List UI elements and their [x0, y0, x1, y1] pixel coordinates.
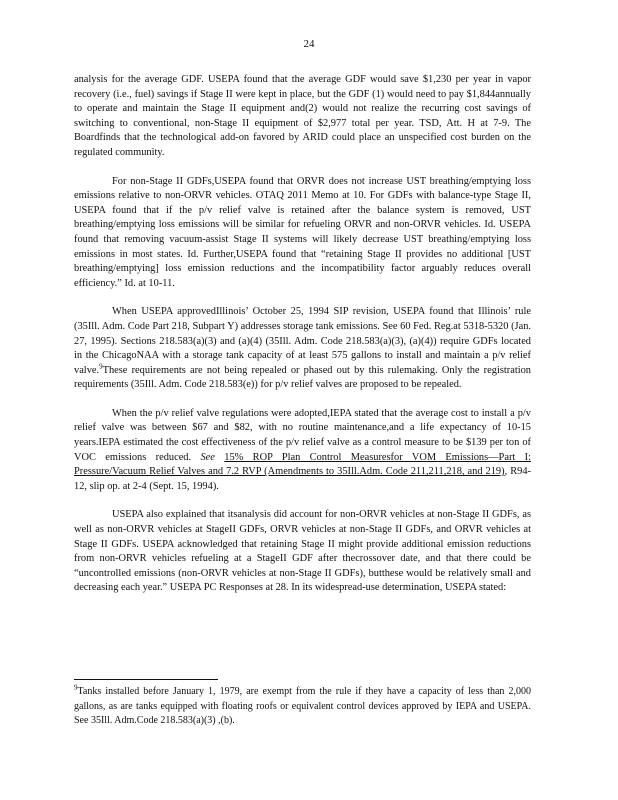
paragraph-stage-ii-costs: analysis for the average GDF. USEPA found that the average GDF would save $1,230 per year in vapor recovery (i.e., fuel) savings if Stage II were kept in place, but the GDF (1) would need to pay $1,844annually to operate and maintain the Stage II equipment and(2) would not realize the recurring cost savings of switching to conventional, non-Stage II equipment of $2,977 total per year. TSD, Att. H at 7-9. The Boardfinds that the technological add-on favored by ARID could place an unspecified cost burden on the regulated community.	[74, 74, 531, 158]
footnote	[74, 685, 531, 729]
see-signal: See	[200, 451, 215, 463]
paragraph-orvr-analysis: USEPA also explained that itsanalysis did account for non-ORVR vehicles at non-Stage II GDFs, as well as non-ORVR vehicles at StageII GDFs, ORVR vehicles at non-Stage II GDFs, and ORVR vehicles at Stage II GDFs. USEPA acknowledged that retaining Stage II might provide additional emission reductions from non-ORVR vehicles refueling at a StageII GDF after thecrossover date, and that there could be “uncontrolled emissions (non-ORVR vehicles at non-Stage II GDFs), butthese would be relatively small and decreasing each year.” USEPA PC Responses at 28. In its widespread-use determination, USEPA stated:	[74, 509, 531, 594]
page-number: 24	[303, 38, 315, 50]
footnote-text: Tanks installed before January 1, 1979, are exempt from the rule if they have a capacity of less than 2,000 gallons, as are tanks equipped with floating roofs or equivalent control devices approved by IEPA and USEPA. See 35Ill. Adm.Code 218.583(a)(3) ,(b).	[74, 686, 531, 727]
paragraph-sip-revision	[74, 305, 531, 393]
paragraph-pv-valve-costs	[74, 407, 531, 495]
body-text	[74, 73, 531, 610]
case-citation: 15% ROP Plan Control Measuresfor VOM Emissions—Part I: Pressure/Vacuum Relief Valves and 7.2 RVP (Amendments to 35Ill.Adm. Code 211,211,218, and 219)	[74, 451, 531, 478]
footnote-divider	[74, 679, 218, 680]
citation-tail: , R94-12, slip op. at 2-4 (Sept. 15, 1994).	[74, 466, 531, 492]
pv-valve-text: When the p/v relief valve regulations were adopted,IEPA stated that the average cost to install a p/v relief valve was between $67 and $82, with no routine maintenance,and a life expectancy of 10-15 years.IEPA estimated the cost effectiveness of the p/v relief valve as a control measure to be $139 per ton of VOC emissions reduced.	[74, 407, 531, 463]
paragraph-ust-emissions: For non-Stage II GDFs,USEPA found that ORVR does not increase UST breathing/emptying loss emissions relative to non-ORVR vehicles. OTAQ 2011 Memo at 10. For GDFs with balance-type Stage II, USEPA found that if the p/v relief valve is retained after the balance system is removed, UST breathing/emptying loss emissions will be similar for refueling ORVR and non-ORVR vehicles. Id. USEPA found that removing vacuum-assist Stage II systems will likely decrease UST breathing/emptying loss emissions in most states. Id. Further,USEPA found that “retaining Stage II provides no additional [UST breathing/emptying] loss emission reductions and the incompatibility factor arguably reduces overall efficiency.” Id. at 10-11.	[74, 175, 531, 289]
footnote-marker: 9	[74, 683, 78, 692]
sip-revision-text-cont: These requirements are not being repealed or phased out by this rulemaking. Only the registration requirements (35Ill. Adm. Code 218.583(e)) for p/v relief valves are proposed to be repealed.	[74, 364, 531, 391]
sip-revision-text: When USEPA approvedIllinois’ October 25, 1994 SIP revision, USEPA found that Illinois’ rule (35Ill. Adm. Code Part 218, Subpart Y) addresses storage tank emissions. See 60 Fed. Reg.at 5318-5320 (Jan. 27, 1995). Sections 218.583(a)(3) and (a)(4) (35Ill. Adm. Code 218.583(a)(3), (a)(4)) require GDFs located in the ChicagoNAA with a storage tank capacity of at least 575 gallons to install and maintain a p/v relief valve.	[74, 306, 531, 376]
footnote-reference: 9	[99, 362, 103, 371]
